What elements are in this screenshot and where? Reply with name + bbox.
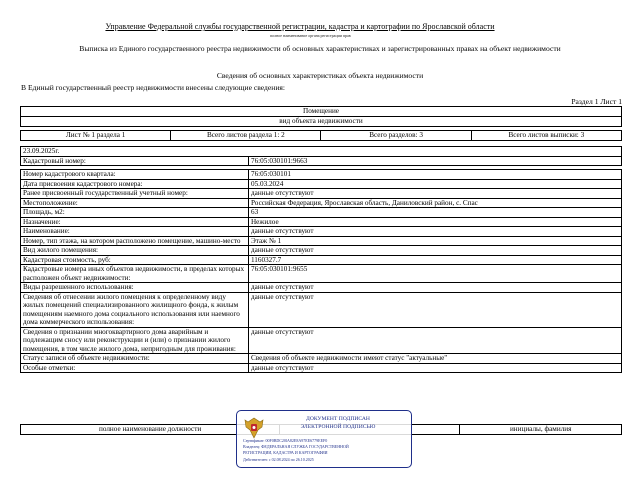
table-row bbox=[21, 189, 622, 199]
table-row bbox=[21, 208, 622, 218]
field-value: данные отсутствуют bbox=[248, 246, 621, 256]
field-value: данные отсутствуют bbox=[248, 227, 621, 237]
table-row bbox=[21, 227, 622, 237]
agency-name: Управление Федеральной службы государственной регистрации, кадастра и картографии по Ярославской области bbox=[105, 22, 495, 31]
field-value: данные отсутствуют bbox=[248, 363, 621, 373]
total-sheets-extract: Всего листов выписки: 3 bbox=[471, 131, 621, 141]
field-value: 63 bbox=[248, 208, 621, 218]
field-label: Местоположение: bbox=[21, 198, 249, 208]
field-label: Наименование: bbox=[21, 227, 249, 237]
stamp-owner-2: РЕГИСТРАЦИИ, КАДАСТРА И КАРТОГРАФИИ bbox=[243, 450, 328, 455]
section-title: Сведения об основных характеристиках объекта недвижимости bbox=[216, 71, 424, 80]
table-row bbox=[21, 255, 622, 265]
total-sections: Всего разделов: 3 bbox=[321, 131, 471, 141]
field-label: Номер, тип этажа, на котором расположено помещение, машино-место bbox=[21, 236, 249, 246]
field-label: Номер кадастрового квартала: bbox=[21, 170, 249, 180]
field-value: Сведения об объекте недвижимости имеют статус "актуальные" bbox=[248, 354, 621, 364]
field-value: данные отсутствуют bbox=[248, 283, 621, 293]
electronic-signature-stamp bbox=[236, 410, 412, 468]
sheet-reference: Раздел 1 Лист 1 bbox=[571, 97, 622, 106]
field-value: 05.03.2024 bbox=[248, 179, 621, 189]
stamp-line-2: ЭЛЕКТРОННОЙ ПОДПИСЬЮ bbox=[300, 424, 376, 430]
field-label: Сведения о признании многоквартирного дома аварийным и подлежащим сносу или реконструкции и (или) о признании жилого помещения, в том числе жилого дома, непригодным для проживания: bbox=[21, 327, 249, 354]
field-label: Кадастровая стоимость, руб: bbox=[21, 255, 249, 265]
table-row bbox=[21, 283, 622, 293]
table-row bbox=[21, 217, 622, 227]
field-label: Кадастровые номера иных объектов недвижимости, в пределах которых расположен объект недвижимости: bbox=[21, 265, 249, 283]
coat-of-arms-icon bbox=[243, 416, 265, 440]
object-kind-caption: вид объекта недвижимости bbox=[21, 117, 622, 127]
field-value: Нежилое bbox=[248, 217, 621, 227]
field-label: Виды разрешенного использования: bbox=[21, 283, 249, 293]
intro-text: В Единый государственный реестр недвижимости внесены следующие сведения: bbox=[21, 83, 285, 92]
field-label: Кадастровый номер: bbox=[21, 156, 249, 166]
field-value: Этаж № 1 bbox=[248, 236, 621, 246]
table-row bbox=[21, 246, 622, 256]
table-row bbox=[21, 265, 622, 283]
table-row bbox=[21, 327, 622, 354]
total-sheets-section: Всего листов раздела 1: 2 bbox=[171, 131, 321, 141]
table-row bbox=[21, 179, 622, 189]
sheet-number: Лист № 1 раздела 1 bbox=[21, 131, 171, 141]
stamp-owner: Владелец: ФЕДЕРАЛЬНАЯ СЛУЖБА ГОСУДАРСТВЕННОЙ bbox=[243, 444, 349, 449]
field-label: Статус записи об объекте недвижимости: bbox=[21, 354, 249, 364]
table-row bbox=[21, 354, 622, 364]
stamp-line-1: ДОКУМЕНТ ПОДПИСАН bbox=[306, 416, 370, 422]
field-value: 76:05:030101 bbox=[248, 170, 621, 180]
extract-date: 23.09.2025г. bbox=[21, 147, 622, 157]
object-kind-table bbox=[20, 106, 622, 127]
table-row bbox=[21, 156, 622, 166]
object-kind: Помещение bbox=[21, 107, 622, 117]
field-value: данные отсутствуют bbox=[248, 189, 621, 199]
field-value: 76:05:030101:9655 bbox=[248, 265, 621, 283]
field-label: Сведения об отнесении жилого помещения к определенному виду жилых помещений специализированного жилищного фонда, к жилым помещениям наемного дома социального использования или наемного дома коммерческого использования: bbox=[21, 292, 249, 327]
field-label: Вид жилого помещения: bbox=[21, 246, 249, 256]
field-value: 76:05:030101:9663 bbox=[248, 156, 621, 166]
field-label: Особые отметки: bbox=[21, 363, 249, 373]
agency-caption: полное наименование органа регистрации прав bbox=[270, 33, 351, 38]
stamp-validity: Действителен: с 02.08.2024 по 26.10.2025 bbox=[243, 457, 314, 462]
field-value: данные отсутствуют bbox=[248, 327, 621, 354]
table-row bbox=[21, 170, 622, 180]
field-label: Ранее присвоенный государственный учетный номер: bbox=[21, 189, 249, 199]
table-row bbox=[21, 236, 622, 246]
field-label: Назначение: bbox=[21, 217, 249, 227]
property-details-table bbox=[20, 146, 622, 373]
field-value: Российская Федерация, Ярославская область, Даниловский район, с. Спас bbox=[248, 198, 621, 208]
position-caption: полное наименование должности bbox=[21, 425, 280, 435]
field-label: Площадь, м2: bbox=[21, 208, 249, 218]
table-row bbox=[21, 198, 622, 208]
name-caption: инициалы, фамилия bbox=[460, 425, 622, 435]
document-title: Выписка из Единого государственного реестра недвижимости об основных характеристиках и зарегистрированных правах на объект недвижимости bbox=[79, 44, 561, 53]
sheet-info-table bbox=[20, 130, 622, 141]
table-row bbox=[21, 292, 622, 327]
field-value: 1160327.7 bbox=[248, 255, 621, 265]
field-label: Дата присвоения кадастрового номера: bbox=[21, 179, 249, 189]
field-value: данные отсутствуют bbox=[248, 292, 621, 327]
stamp-certificate: Сертификат: 00F0BDC20lA82E8A97EE6779EEF0 bbox=[243, 438, 328, 443]
table-row bbox=[21, 363, 622, 373]
